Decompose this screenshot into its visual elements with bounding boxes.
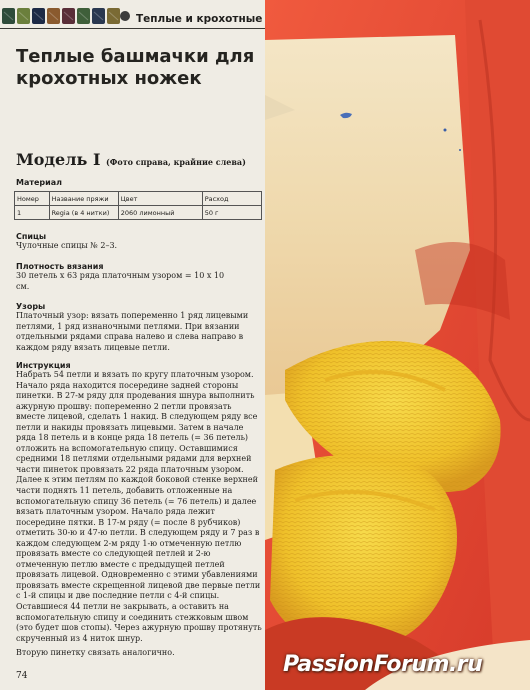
material-heading: Материал: [16, 178, 63, 187]
table-row: [15, 206, 262, 220]
section-title: Теплые и крохотные: [136, 13, 263, 25]
table-cell: 1: [15, 206, 50, 220]
booties-photo: [265, 0, 530, 690]
watermark: PassionForum.ru: [283, 652, 483, 677]
table-header-cell: Название пряжи: [49, 192, 118, 206]
gauge-heading: Плотность вязания: [16, 262, 104, 271]
table-cell: Regia (в 4 нитки): [49, 206, 118, 220]
table-header-cell: Номер: [15, 192, 50, 206]
article-title: Теплые башмачки для крохотных ножек: [16, 46, 255, 89]
material-table: [14, 191, 262, 220]
model-title: Модель I: [16, 150, 101, 169]
section-header: [0, 12, 265, 29]
table-header-row: [15, 192, 262, 206]
patterns-heading: Узоры: [16, 302, 46, 311]
needles-heading: Спицы: [16, 232, 47, 241]
table-cell: 2060 лимонный: [118, 206, 202, 220]
page-number: 74: [16, 671, 28, 681]
final-text: Вторую пинетку связать аналогично.: [16, 648, 175, 657]
table-cell: 50 г: [202, 206, 261, 220]
instructions-text: Набрать 54 петли и вязать по кругу платочным узором. Начало ряда находится посередине задней стороны пинетки. В 27-м ряду для продевания шнура выполнить ажурную прошву: попеременно 2 петли провязать вместе лицевой, сделать 1 накид. В следующем ряду все петли и накиды провязать лицевыми. Затем в начале ряда 18 петель и в конце ряда 18 петель (= 36 петель) отложить на вспомогательную спицу. Оставшимися средними 18 петлями отдельными рядами для верхней части пинеток провязать 22 ряда платочным узором. Далее к этим петлям по каждой боковой стенке верхней части поднять 11 петель, добавить отложенные на вспомогательную спицу 36 петель (= 76 петель) и далее вязать платочным узором. Начало ряда лежит посередине пятки. В 17-м ряду (= после 8 рубчиков) отметить 30-ю и 47-ю петли. В следующем ряду и 7 раз в каждом следующем 2-м ряду 1-ю отмеченную петлю провязать вместе со следующей петлей и 2-ю отмеченную петлю вместе с предыдущей петлей провязать лицевой. Одновременно с этими убавлениями провязать вместе скрещенной лицевой две первые петли с 1-й спицы и две последние петли с 4-й спицы. Оставшиеся 44 петли не закрывать, а оставить на вспомогательную спицу и соединить стежковым швом (это будет шов стопы). Через ажурную прошву протянуть скрученный из 4 ниток шнур.: [16, 370, 262, 643]
gauge-text: 30 петель х 63 ряда платочным узором = 10 х 10 см.: [16, 271, 225, 291]
needles-text: Чулочные спицы № 2–3.: [16, 241, 118, 250]
table-header-cell: Расход: [202, 192, 261, 206]
table-header-cell: Цвет: [118, 192, 202, 206]
model-note: (Фото справа, крайние слева): [106, 157, 246, 167]
patterns-text: Платочный узор: вязать попеременно 1 ряд лицевыми петлями, 1 ряд изнаночными петлями. При вязании отдельными рядами справа налево и слева направо в каждом ряду вязать лицевые петли.: [16, 311, 249, 352]
model-heading: [16, 150, 246, 169]
instructions-heading: Инструкция: [16, 361, 71, 370]
